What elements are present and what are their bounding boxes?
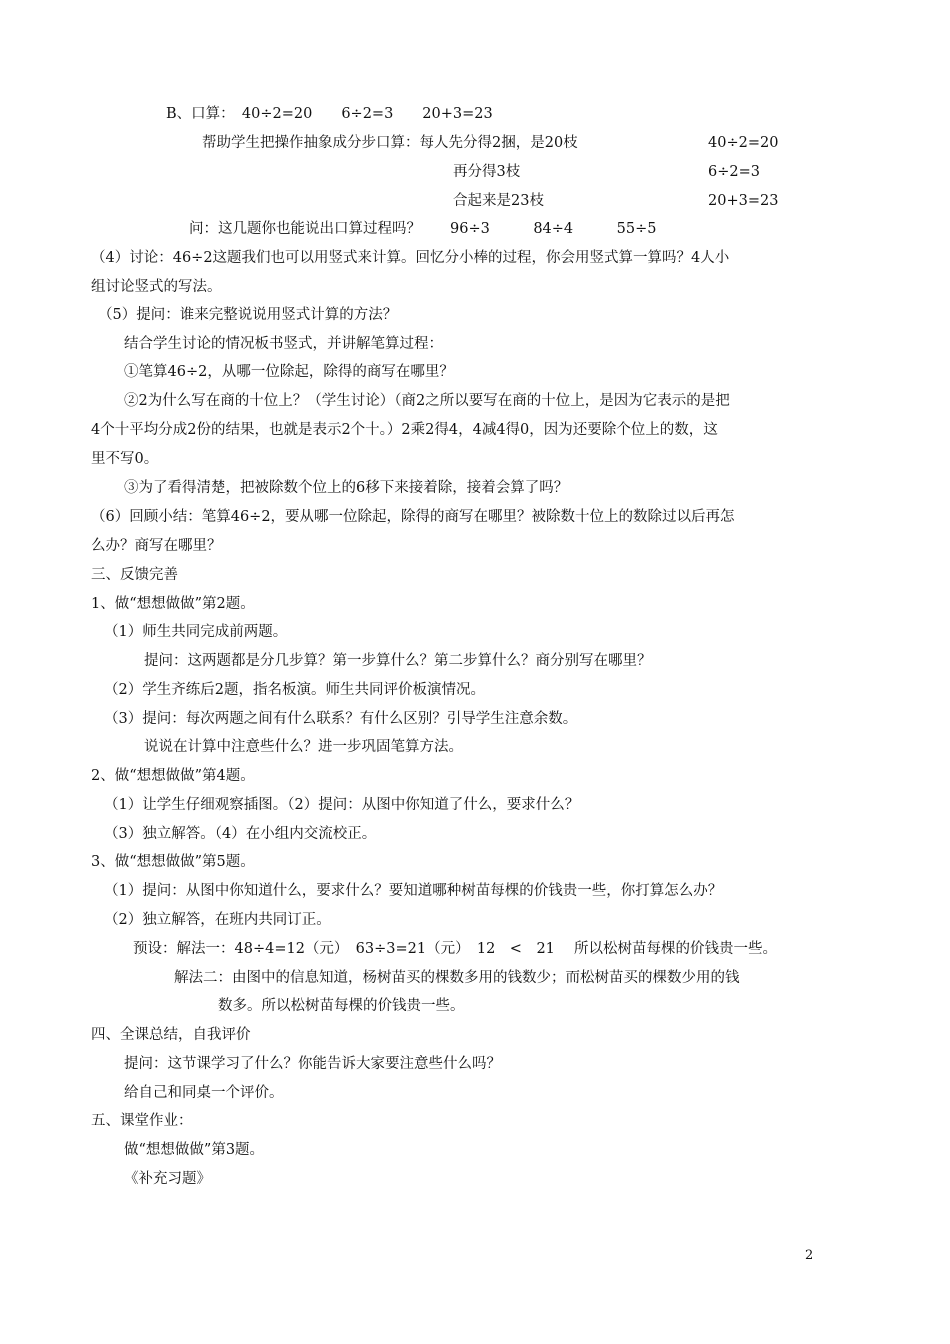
text-line: ①笔算46÷2，从哪一位除起，除得的商写在哪里？: [124, 364, 454, 380]
text-line: （4）讨论：46÷2这题我们也可以用竖式来计算。回忆分小棒的过程，你会用竖式算一算吗？4人小: [91, 250, 730, 266]
text-line: 解法二：由图中的信息知道，杨树苗买的棵数多用的钱数少；而松树苗买的棵数少用的钱: [174, 970, 740, 986]
text-line: 里不写0。: [91, 451, 159, 467]
text-line: 合起来是23枝: [453, 193, 544, 209]
page-number: 2: [805, 1248, 814, 1263]
text-line: （2）学生齐练后2题，指名板演。师生共同评价板演情况。: [104, 682, 485, 698]
text-line: （3）提问：每次两题之间有什么联系？有什么区别？引导学生注意余数。: [104, 711, 578, 727]
text-line: 《补充习题》: [124, 1171, 211, 1187]
text-line: （1）让学生仔细观察插图。（2）提问：从图中你知道了什么，要求什么？: [104, 797, 580, 813]
section-heading: 五、课堂作业：: [91, 1113, 193, 1129]
text-line: （6）回顾小结：笔算46÷2，要从哪一位除起，除得的商写在哪里？被除数十位上的数除过以后再怎: [91, 509, 735, 525]
text-line: （1）师生共同完成前两题。: [104, 624, 288, 640]
text-line: 提问：这两题都是分几步算？第一步算什么？第二步算什么？商分别写在哪里？: [144, 653, 652, 669]
section-heading: 四、全课总结，自我评价: [91, 1027, 251, 1043]
section-heading: 三、反馈完善: [91, 567, 178, 583]
text-line: 说说在计算中注意些什么？进一步巩固笔算方法。: [144, 739, 463, 755]
text-line: 数多。所以松树苗每棵的价钱贵一些。: [218, 998, 465, 1014]
text-line: 提问：这节课学习了什么？你能告诉大家要注意些什么吗？: [124, 1056, 501, 1072]
text-line: （3）独立解答。（4）在小组内交流校正。: [104, 826, 377, 842]
text-line: 20+3=23: [708, 193, 779, 209]
text-line: 给自己和同桌一个评价。: [124, 1085, 284, 1101]
text-line: 3、做“想想做做”第5题。: [91, 854, 255, 870]
text-line: 预设：解法一：48÷4=12（元） 63÷3=21（元） 12 < 21 所以松树苗每棵的价钱贵一些。: [133, 941, 778, 957]
text-line: 4个十平均分成2份的结果，也就是表示2个十。）2乘2得4，4减4得0，因为还要除个位上的数，这: [91, 422, 718, 438]
text-line: 结合学生讨论的情况板书竖式，并讲解笔算过程：: [124, 336, 443, 352]
text-line: 组讨论竖式的写法。: [91, 279, 222, 295]
text-line: 1、做“想想做做”第2题。: [91, 596, 255, 612]
text-line: ③为了看得清楚，把被除数个位上的6移下来接着除，接着会算了吗？: [124, 480, 569, 496]
text-line: 做“想想做做”第3题。: [124, 1142, 265, 1158]
text-line: 帮助学生把操作抽象成分步口算：每人先分得2捆，是20枝: [202, 135, 578, 151]
text-line: 40÷2=20: [708, 135, 779, 151]
text-line: 问：这几题你也能说出口算过程吗？ 96÷3 84÷4 55÷5: [189, 221, 657, 237]
text-line: 6÷2=3: [708, 164, 760, 180]
text-line: ②2为什么写在商的十位上？（学生讨论）（商2之所以要写在商的十位上，是因为它表示的是把: [124, 393, 730, 409]
text-line: （5）提问：谁来完整说说用竖式计算的方法？: [98, 307, 398, 323]
text-line: （1）提问：从图中你知道什么，要求什么？要知道哪种树苗每棵的价钱贵一些，你打算怎么办？: [104, 883, 723, 899]
text-line: B、口算： 40÷2=20 6÷2=3 20+3=23: [166, 106, 493, 122]
text-line: （2）独立解答，在班内共同订正。: [104, 912, 331, 928]
text-line: 么办？商写在哪里？: [91, 538, 222, 554]
text-line: 再分得3枝: [453, 164, 521, 180]
text-line: 2、做“想想做做”第4题。: [91, 768, 255, 784]
